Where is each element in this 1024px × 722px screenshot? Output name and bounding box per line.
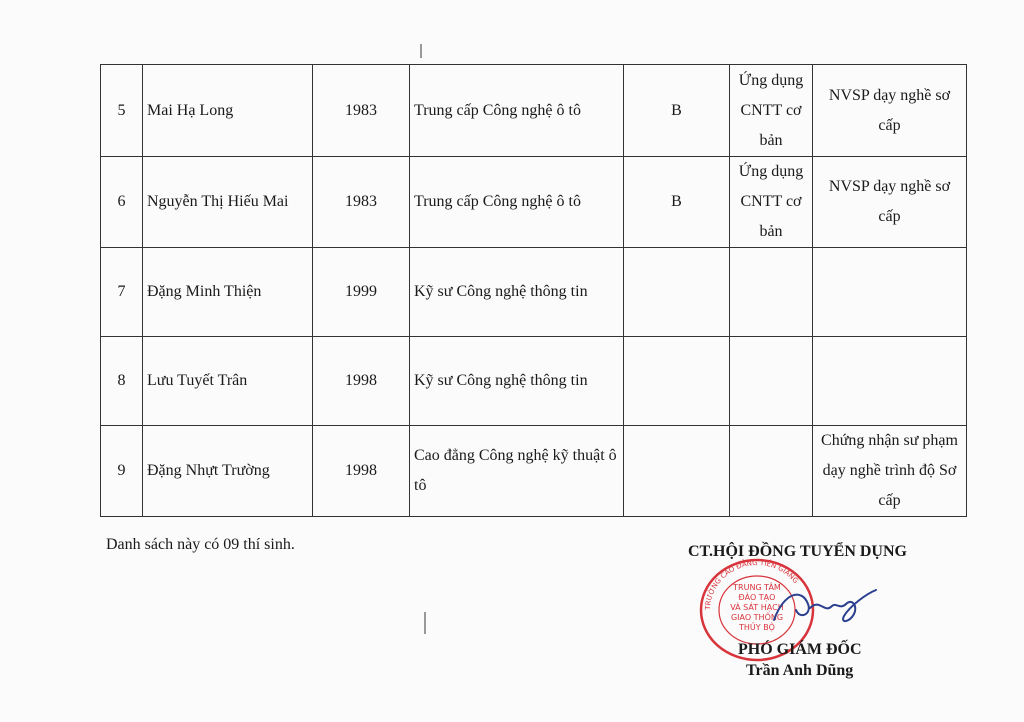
language-level: B — [624, 65, 730, 157]
row-number: 9 — [101, 426, 143, 517]
birth-year: 1998 — [313, 337, 410, 426]
candidate-name: Đặng Minh Thiện — [143, 248, 313, 337]
teaching-certificate: NVSP dạy nghề sơ cấp — [813, 65, 967, 157]
row-number: 8 — [101, 337, 143, 426]
degree: Cao đẳng Công nghệ kỹ thuật ô tô — [410, 426, 624, 517]
table-row — [101, 65, 967, 157]
birth-year: 1983 — [313, 65, 410, 157]
table-row — [101, 337, 967, 426]
degree: Trung cấp Công nghệ ô tô — [410, 65, 624, 157]
candidate-name: Nguyễn Thị Hiếu Mai — [143, 157, 313, 248]
birth-year: 1999 — [313, 248, 410, 337]
scan-speck — [420, 44, 422, 58]
seal-line: VÀ SÁT HẠCH — [730, 603, 784, 612]
row-number: 5 — [101, 65, 143, 157]
candidate-name: Lưu Tuyết Trân — [143, 337, 313, 426]
row-number: 7 — [101, 248, 143, 337]
seal-line: ĐÀO TẠO — [738, 593, 776, 602]
handwritten-signature-icon — [770, 580, 880, 630]
signer-role: PHÓ GIÁM ĐỐC — [738, 641, 862, 658]
candidate-name: Mai Hạ Long — [143, 65, 313, 157]
birth-year: 1983 — [313, 157, 410, 248]
it-skill — [730, 426, 813, 517]
table-row — [101, 248, 967, 337]
seal-outer-text: TRƯỜNG CAO ĐẲNG TIỀN GIANG — [703, 558, 800, 611]
council-title: CT.HỘI ĐỒNG TUYỂN DỤNG — [688, 543, 907, 560]
candidate-count-note: Danh sách này có 09 thí sinh. — [106, 536, 295, 553]
teaching-certificate: NVSP dạy nghề sơ cấp — [813, 157, 967, 248]
it-skill — [730, 248, 813, 337]
seal-line: THỦY BỘ — [739, 623, 775, 632]
language-level — [624, 337, 730, 426]
it-skill: Ứng dụng CNTT cơ bản — [730, 65, 813, 157]
signer-name: Trần Anh Dũng — [746, 662, 854, 679]
it-skill — [730, 337, 813, 426]
table-row — [101, 157, 967, 248]
candidate-table — [100, 64, 967, 517]
seal-line: GIAO THÔNG — [730, 613, 784, 622]
language-level — [624, 426, 730, 517]
language-level: B — [624, 157, 730, 248]
degree: Trung cấp Công nghệ ô tô — [410, 157, 624, 248]
candidate-name: Đặng Nhựt Trường — [143, 426, 313, 517]
degree: Kỹ sư Công nghệ thông tin — [410, 337, 624, 426]
it-skill: Ứng dụng CNTT cơ bản — [730, 157, 813, 248]
row-number: 6 — [101, 157, 143, 248]
teaching-certificate: Chứng nhận sư phạm dạy nghề trình độ Sơ cấp — [813, 426, 967, 517]
table-row — [101, 426, 967, 517]
degree: Kỹ sư Công nghệ thông tin — [410, 248, 624, 337]
teaching-certificate — [813, 248, 967, 337]
teaching-certificate — [813, 337, 967, 426]
seal-line: TRUNG TÂM — [733, 583, 781, 592]
language-level — [624, 248, 730, 337]
scan-speck — [424, 612, 426, 634]
birth-year: 1998 — [313, 426, 410, 517]
